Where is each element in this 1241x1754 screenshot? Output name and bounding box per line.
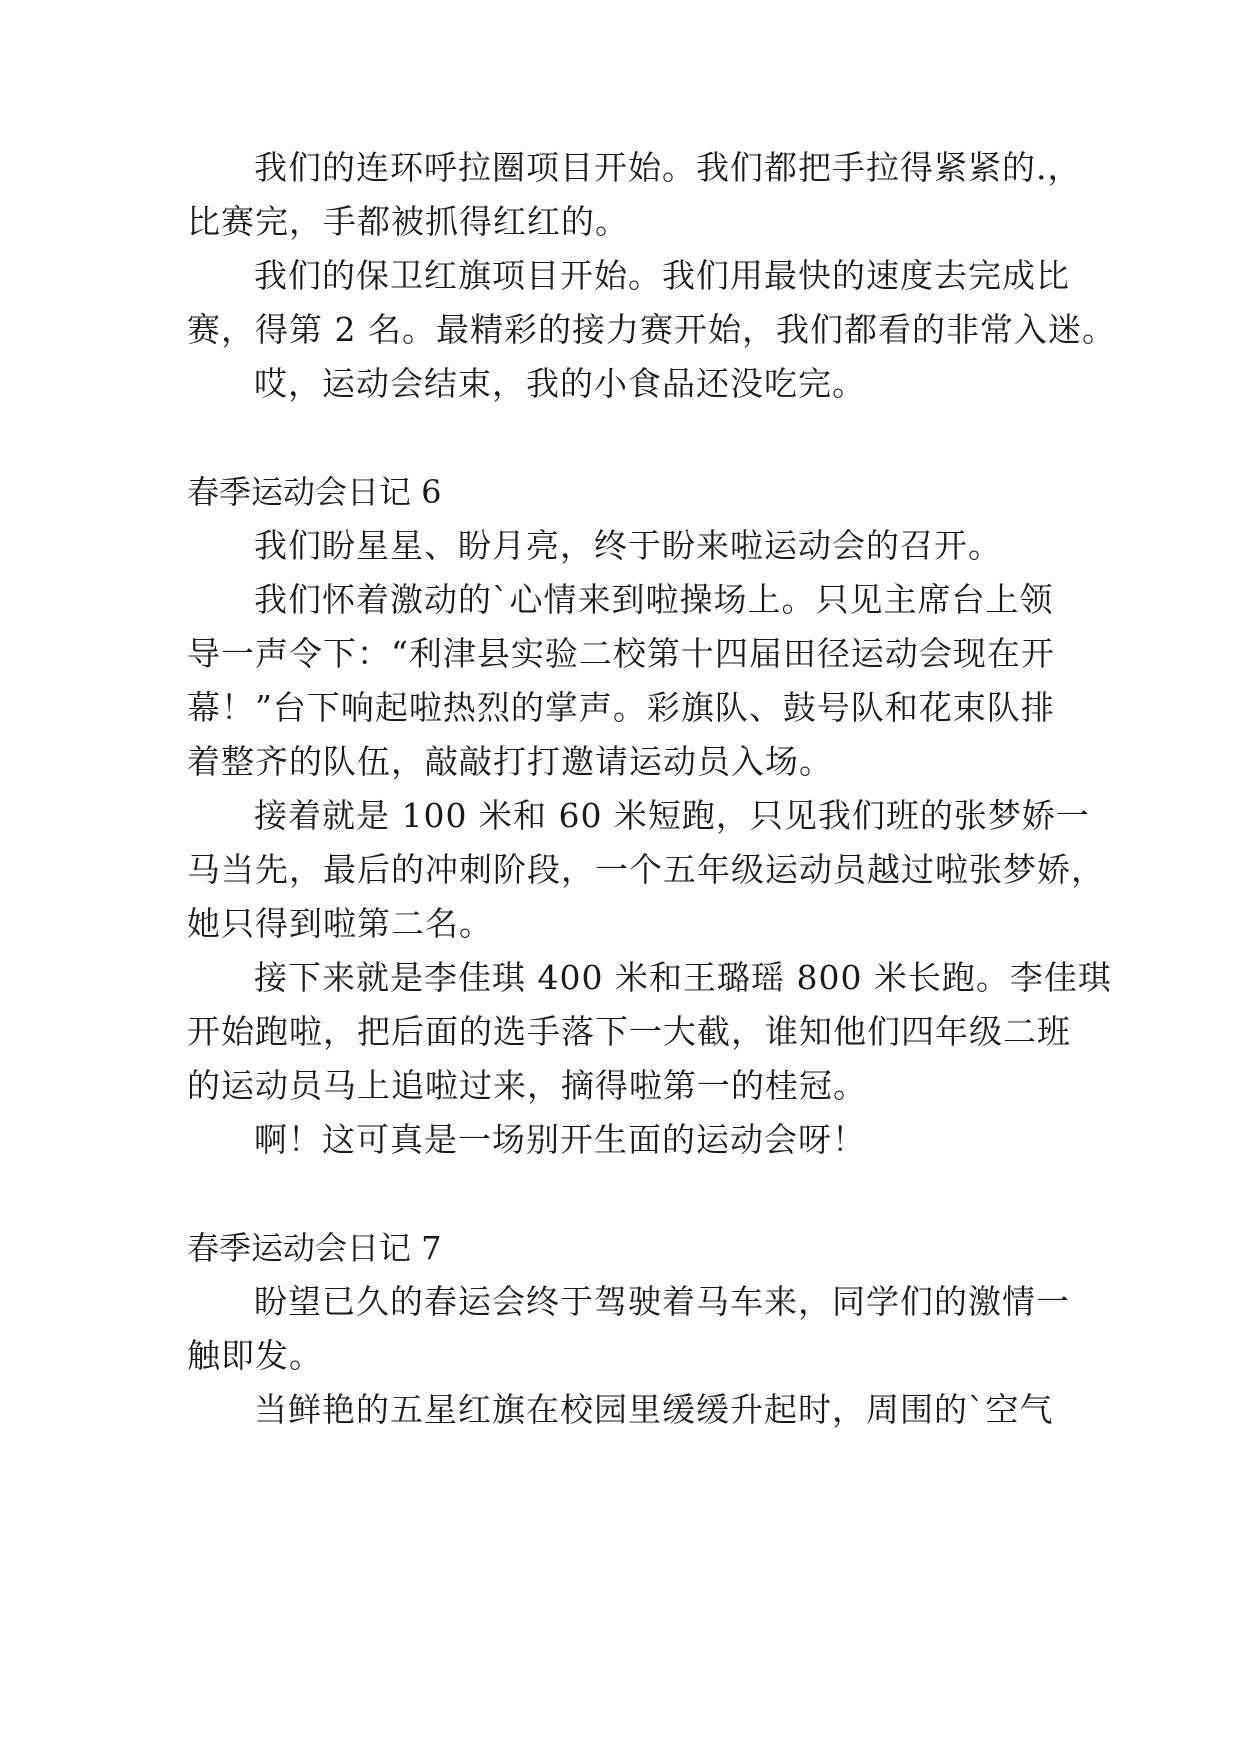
paragraph-line: 我们的保卫红旗项目开始。我们用最快的速度去完成比 (254, 256, 1070, 295)
paragraph-line: 哎，运动会结束，我的小食品还没吃完。 (254, 364, 866, 403)
paragraph-line: 着整齐的队伍，敲敲打打邀请运动员入场。 (187, 742, 833, 781)
paragraph-line: 赛，得第 2 名。最精彩的接力赛开始，我们都看的非常入迷。 (187, 310, 1116, 349)
paragraph-line: 盼望已久的春运会终于驾驶着马车来，同学们的激情一 (254, 1282, 1070, 1321)
section-title: 春季运动会日记 6 (187, 473, 442, 511)
paragraph-line: 接下来就是李佳琪 400 米和王璐瑶 800 米长跑。李佳琪 (254, 958, 1112, 997)
paragraph-line: 我们怀着激动的`心情来到啦操场上。只见主席台上领 (254, 580, 1054, 619)
paragraph-line: 我们的连环呼拉圈项目开始。我们都把手拉得紧紧的.， (254, 148, 1082, 187)
paragraph-line: 接着就是 100 米和 60 米短跑，只见我们班的张梦娇一 (254, 796, 1090, 835)
section-title: 春季运动会日记 7 (187, 1229, 442, 1267)
paragraph-line: 触即发。 (187, 1336, 323, 1375)
paragraph-line: 当鲜艳的五星红旗在校园里缓缓升起时，周围的`空气 (254, 1390, 1054, 1429)
paragraph-line: 导一声令下：“利津县实验二校第十四届田径运动会现在开 (187, 634, 1055, 673)
paragraph-line: 开始跑啦，把后面的选手落下一大截，谁知他们四年级二班 (187, 1012, 1071, 1051)
paragraph-line: 我们盼星星、盼月亮，终于盼来啦运动会的召开。 (254, 526, 1002, 565)
paragraph-line: 啊！这可真是一场别开生面的运动会呀！ (254, 1120, 866, 1159)
paragraph-line: 的运动员马上追啦过来，摘得啦第一的桂冠。 (187, 1066, 867, 1105)
paragraph-line: 马当先，最后的冲刺阶段，一个五年级运动员越过啦张梦娇， (187, 850, 1105, 889)
paragraph-line: 比赛完，手都被抓得红红的。 (187, 202, 629, 241)
paragraph-line: 她只得到啦第二名。 (187, 904, 493, 943)
paragraph-line: 幕！”台下响起啦热烈的掌声。彩旗队、鼓号队和花束队排 (187, 688, 1055, 727)
